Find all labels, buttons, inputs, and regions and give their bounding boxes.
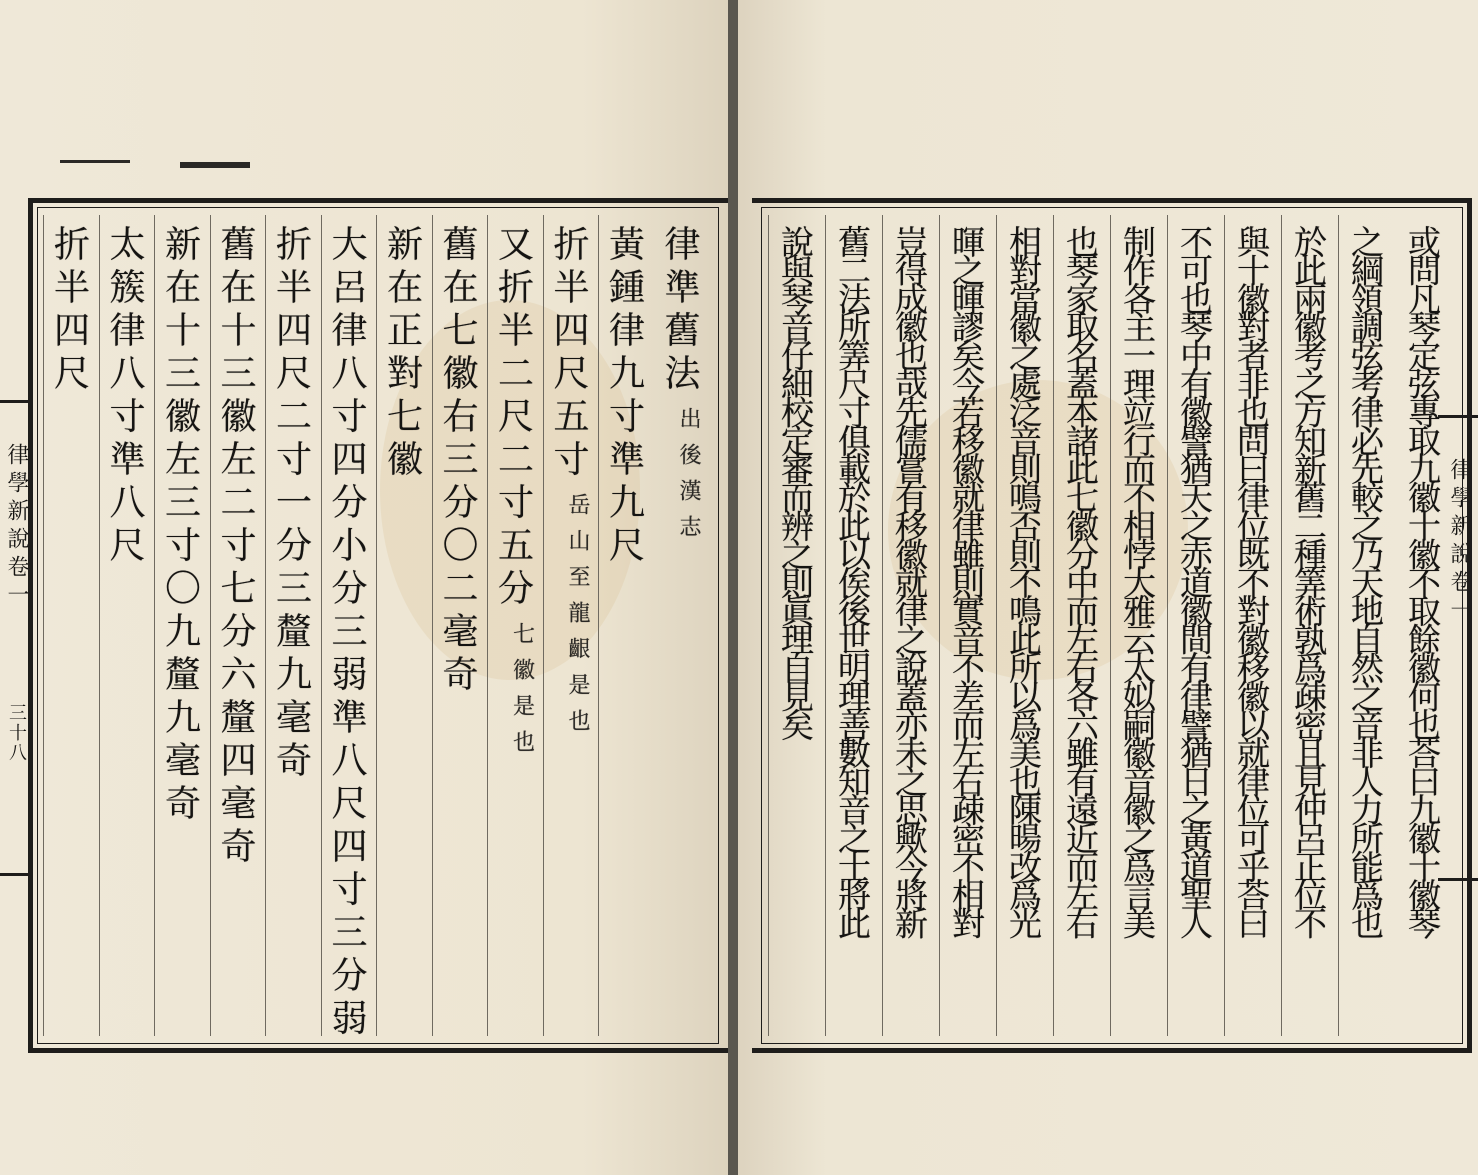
text-column: [1167, 215, 1224, 1036]
column-main-text: 與十徽對者非也問曰律位既不對徽移徽以就律位可乎荅曰: [1232, 225, 1271, 936]
ear-page-number: 三十八: [6, 703, 27, 763]
text-column: [99, 215, 155, 1036]
column-main-text: 大呂律八寸四分小分三弱準八尺四寸三分弱: [326, 225, 367, 1042]
text-column: [543, 215, 599, 1036]
text-column: [376, 215, 432, 1036]
text-column: [882, 215, 939, 1036]
bleed-mark: [60, 160, 130, 163]
bleed-mark: [180, 162, 250, 168]
column-main-text: 舊在十三徽左二寸七分六釐四毫奇: [215, 225, 256, 870]
column-main-text: 又折半二尺二寸五分: [492, 225, 534, 612]
column-main-text: 相對當徽之處泛音則鳴否則不鳴此所以爲美也陳暘改爲光: [1004, 225, 1043, 936]
column-main-text: 不可也琴中有徽譬猶天之赤道徽間有律譬猶日之黃道聖人: [1175, 225, 1214, 936]
column-main-text: 於此兩徽考之方知新舊二種筭術孰爲疎密且見仲呂正位不: [1289, 225, 1328, 936]
text-column: [1338, 215, 1395, 1036]
left-text-frame: [28, 198, 728, 1053]
column-main-text: 太簇律八寸準八尺: [104, 225, 145, 569]
text-column: [210, 215, 266, 1036]
text-column: [1110, 215, 1167, 1036]
text-column: [1053, 215, 1110, 1036]
column-main-text: 舊二法所筭尺寸俱載於此以俟後世明理善數知音之士將此: [833, 225, 872, 936]
text-column: [321, 215, 377, 1042]
column-main-text: 舊在七徽右三分〇二毫奇: [437, 225, 478, 698]
column-main-text: 說與琴音仔細校定審而辨之則眞理自見矣: [776, 225, 815, 737]
column-main-text: 折半四尺二寸一分三釐九毫奇: [270, 225, 312, 784]
ear-title: 律學新說卷一: [4, 443, 29, 611]
column-note-text: 岳山至龍齦是也: [565, 493, 590, 745]
column-main-text: 暉之暉謬矣今若移徽就律雖則實音不差而左右疎密不相對: [947, 225, 986, 936]
text-column: [1281, 215, 1338, 1036]
right-text-frame: [752, 198, 1472, 1053]
column-main-text: 也琴家取名蓋本諸此七徽分中而左右各六雖有遠近而左右: [1061, 225, 1100, 936]
text-column: [1395, 215, 1452, 1036]
column-main-text: 折半四尺: [48, 225, 90, 397]
book-gutter: [728, 0, 738, 1175]
right-page: [738, 0, 1478, 1175]
column-main-text: 折半四尺五寸: [548, 225, 589, 483]
left-margin-ear: [0, 400, 28, 876]
text-column: [43, 215, 99, 1036]
text-column: [154, 215, 210, 1036]
column-main-text: 新在正對七徽: [381, 225, 423, 483]
left-page: [0, 0, 728, 1175]
text-column: [598, 215, 654, 1036]
column-main-text: 律準舊法: [659, 225, 700, 397]
column-main-text: 制作各主一理竝行而不相悖大雅云太姒嗣徽音徽之爲言美: [1118, 225, 1157, 936]
text-column: [825, 215, 882, 1036]
text-column: [939, 215, 996, 1036]
text-column: [487, 215, 543, 1036]
column-main-text: 或問凡琴定弦專取九徽十徽不取餘徽何也荅曰九徽十徽琴: [1403, 225, 1442, 936]
text-column: [768, 215, 825, 1036]
column-note-text: 七徽是也: [509, 622, 535, 766]
column-main-text: 豈得成徽也哉先儒嘗有移徽就律之說蓋亦未之思歟今將新: [890, 225, 929, 936]
text-column: [265, 215, 321, 1036]
column-main-text: 黃鍾律九寸準九尺: [603, 225, 645, 569]
column-note-text: 出後漢志: [676, 407, 701, 551]
text-column: [654, 215, 710, 1036]
column-main-text: 之綱領調弦考律必先較之乃天地自然之音非人力所能爲也: [1346, 225, 1385, 936]
column-main-text: 新在十三徽左三寸〇九釐九毫奇: [159, 225, 201, 827]
text-column: [996, 215, 1053, 1036]
text-column: [432, 215, 488, 1036]
text-column: [1224, 215, 1281, 1036]
ear-title: 律學新說卷一: [1447, 458, 1472, 626]
